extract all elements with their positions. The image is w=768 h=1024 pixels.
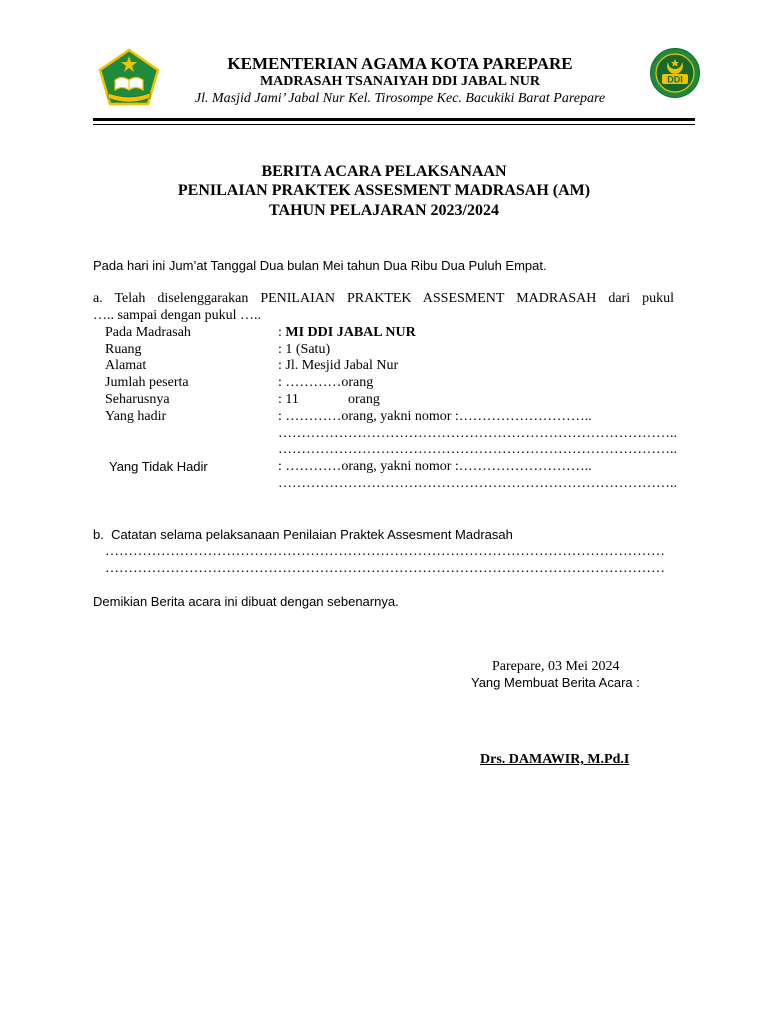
field-value-ruang: : 1 (Satu) — [278, 342, 331, 357]
field-label-seharusnya: Seharusnya — [105, 392, 170, 407]
field-value-madrasah — [278, 324, 416, 341]
document-title-line2: PENILAIAN PRAKTEK ASSESMENT MADRASAH (AM) — [177, 182, 591, 199]
ddi-logo-graphic — [649, 47, 701, 99]
ministry-name: KEMENTERIAN AGAMA KOTA PAREPARE — [227, 54, 573, 73]
opening-sentence: Pada hari ini Jum’at Tanggal Dua bulan Mei tahun Dua Ribu Dua Puluh Empat. — [93, 258, 547, 273]
tidak-hadir-dotted-line: ………………………………………………………………………….. — [278, 476, 677, 491]
field-unit-seharusnya: orang — [348, 392, 380, 407]
field-label-jumlah-peserta: Jumlah peserta — [105, 375, 189, 390]
place-date: Parepare, 03 Mei 2024 — [492, 659, 620, 674]
field-label-madrasah: Pada Madrasah — [105, 325, 191, 340]
section-b-dotted-line: ………………………………………………………………………………………………………… — [105, 561, 665, 576]
closing-sentence: Demikian Berita acara ini dibuat dengan sebenarnya. — [93, 594, 399, 609]
signer-name: Drs. DAMAWIR, M.Pd.I — [480, 752, 630, 767]
field-label-tidak-hadir: Yang Tidak Hadir — [109, 459, 208, 474]
header-rule-thick — [93, 118, 695, 121]
section-a-line2: ….. sampai dengan pukul ….. — [93, 308, 261, 323]
document-title-line1: BERITA ACARA PELAKSANAAN — [261, 163, 507, 180]
maker-label: Yang Membuat Berita Acara : — [471, 675, 640, 690]
ddi-logo-text: DDI — [667, 74, 683, 85]
school-address: Jl. Masjid Jami’ Jabal Nur Kel. Tirosompe Kec. Bacukiki Barat Parepare — [194, 91, 606, 106]
ddi-logo-icon — [649, 47, 701, 99]
field-colon: : — [278, 325, 286, 340]
field-value-yang-hadir: : …………orang, yakni nomor :……………………….. — [278, 409, 592, 424]
field-value-jumlah-peserta: : …………orang — [278, 375, 374, 390]
header-rule-thin — [93, 124, 695, 125]
yang-hadir-dotted-line: ………………………………………………………………………….. — [278, 426, 677, 441]
document-title-line3: TAHUN PELAJARAN 2023/2024 — [269, 202, 499, 219]
field-label-alamat: Alamat — [105, 358, 147, 373]
kemenag-logo-graphic — [98, 48, 160, 106]
kemenag-logo-icon — [98, 48, 160, 106]
section-b-label: b. Catatan selama pelaksanaan Penilaian Praktek Assesment Madrasah — [93, 527, 513, 542]
section-b-dotted-line: ………………………………………………………………………………………………………… — [105, 544, 665, 559]
section-a-line1: a. Telah diselenggarakan PENILAIAN PRAKTEK ASSESMENT MADRASAH dari pukul — [93, 291, 674, 306]
school-name: MADRASAH TSANAIYAH DDI JABAL NUR — [259, 74, 541, 89]
field-value-seharusnya: : 11 — [278, 392, 299, 407]
madrasah-name: MI DDI JABAL NUR — [285, 325, 416, 340]
field-label-ruang: Ruang — [105, 342, 142, 357]
field-value-alamat: : Jl. Mesjid Jabal Nur — [278, 358, 399, 373]
field-label-yang-hadir: Yang hadir — [105, 409, 167, 424]
yang-hadir-dotted-line: ………………………………………………………………………….. — [278, 442, 677, 457]
field-value-tidak-hadir: : …………orang, yakni nomor :……………………….. — [278, 459, 592, 474]
